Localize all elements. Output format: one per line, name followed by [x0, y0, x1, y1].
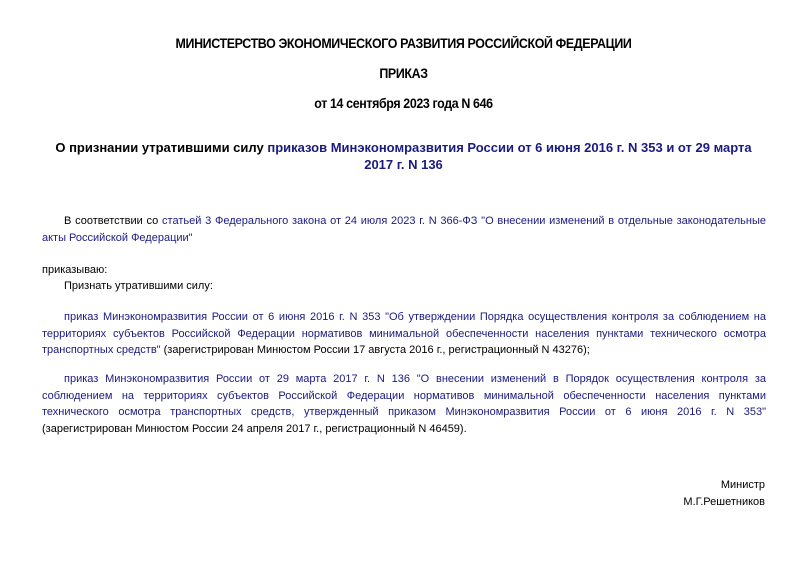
basis-prefix: В соответствии со: [64, 215, 163, 227]
document-type-heading: ПРИКАЗ: [379, 66, 428, 81]
title-prefix: О признании утратившими силу: [55, 140, 268, 155]
list-item: [42, 371, 766, 437]
list-item: [42, 309, 766, 359]
link-order-136[interactable]: приказ Минэкономразвития России от 29 марта 2017 г. N 136 "О внесении изменений в Порядок осуществления контроля за соблюдением на территориях субъектов Российской Федерации нормативов минимальной обеспеченности населения пунктами технического осмотра транспортных средств, утвержденный приказом Минэкономразвития России от 6 июня 2016 г. N 353": [42, 373, 766, 418]
title-link-repealed-orders[interactable]: приказов Минэкономразвития России от 6 июня 2016 г. N 353 и от 29 марта 2017 г. N 136: [267, 140, 752, 172]
document-title: [40, 139, 767, 173]
order-date-number: от 14 сентября 2023 года N 646: [314, 96, 493, 111]
link-federal-law-366[interactable]: статьей 3 Федерального закона от 24 июля 2023 г. N 366-ФЗ "О внесении изменений в отдельные законодательные акты Российской Федерации": [42, 215, 766, 244]
registration-info: (зарегистрирован Минюстом России 17 августа 2016 г., регистрационный N 43276);: [160, 344, 590, 356]
link-order-353[interactable]: приказ Минэкономразвития России от 6 июня 2016 г. N 353 "Об утверждении Порядка осуществления контроля за соблюдением на территориях субъектов Российской Федерации нормативов минимальной обеспеченности населения пунктами технического осмотра транспортных средств": [42, 311, 766, 356]
signatory-name: М.Г.Решетников: [683, 496, 765, 508]
registration-info: (зарегистрирован Минюстом России 24 апреля 2017 г., регистрационный N 46459).: [42, 422, 467, 435]
recognize-invalid-text: Признать утратившими силу:: [64, 280, 213, 292]
basis-paragraph: [42, 213, 766, 246]
ministry-heading: МИНИСТЕРСТВО ЭКОНОМИЧЕСКОГО РАЗВИТИЯ РОССИЙСКОЙ ФЕДЕРАЦИИ: [175, 36, 632, 51]
ordering-word: приказываю:: [42, 264, 108, 276]
signatory-position: Министр: [720, 479, 765, 491]
